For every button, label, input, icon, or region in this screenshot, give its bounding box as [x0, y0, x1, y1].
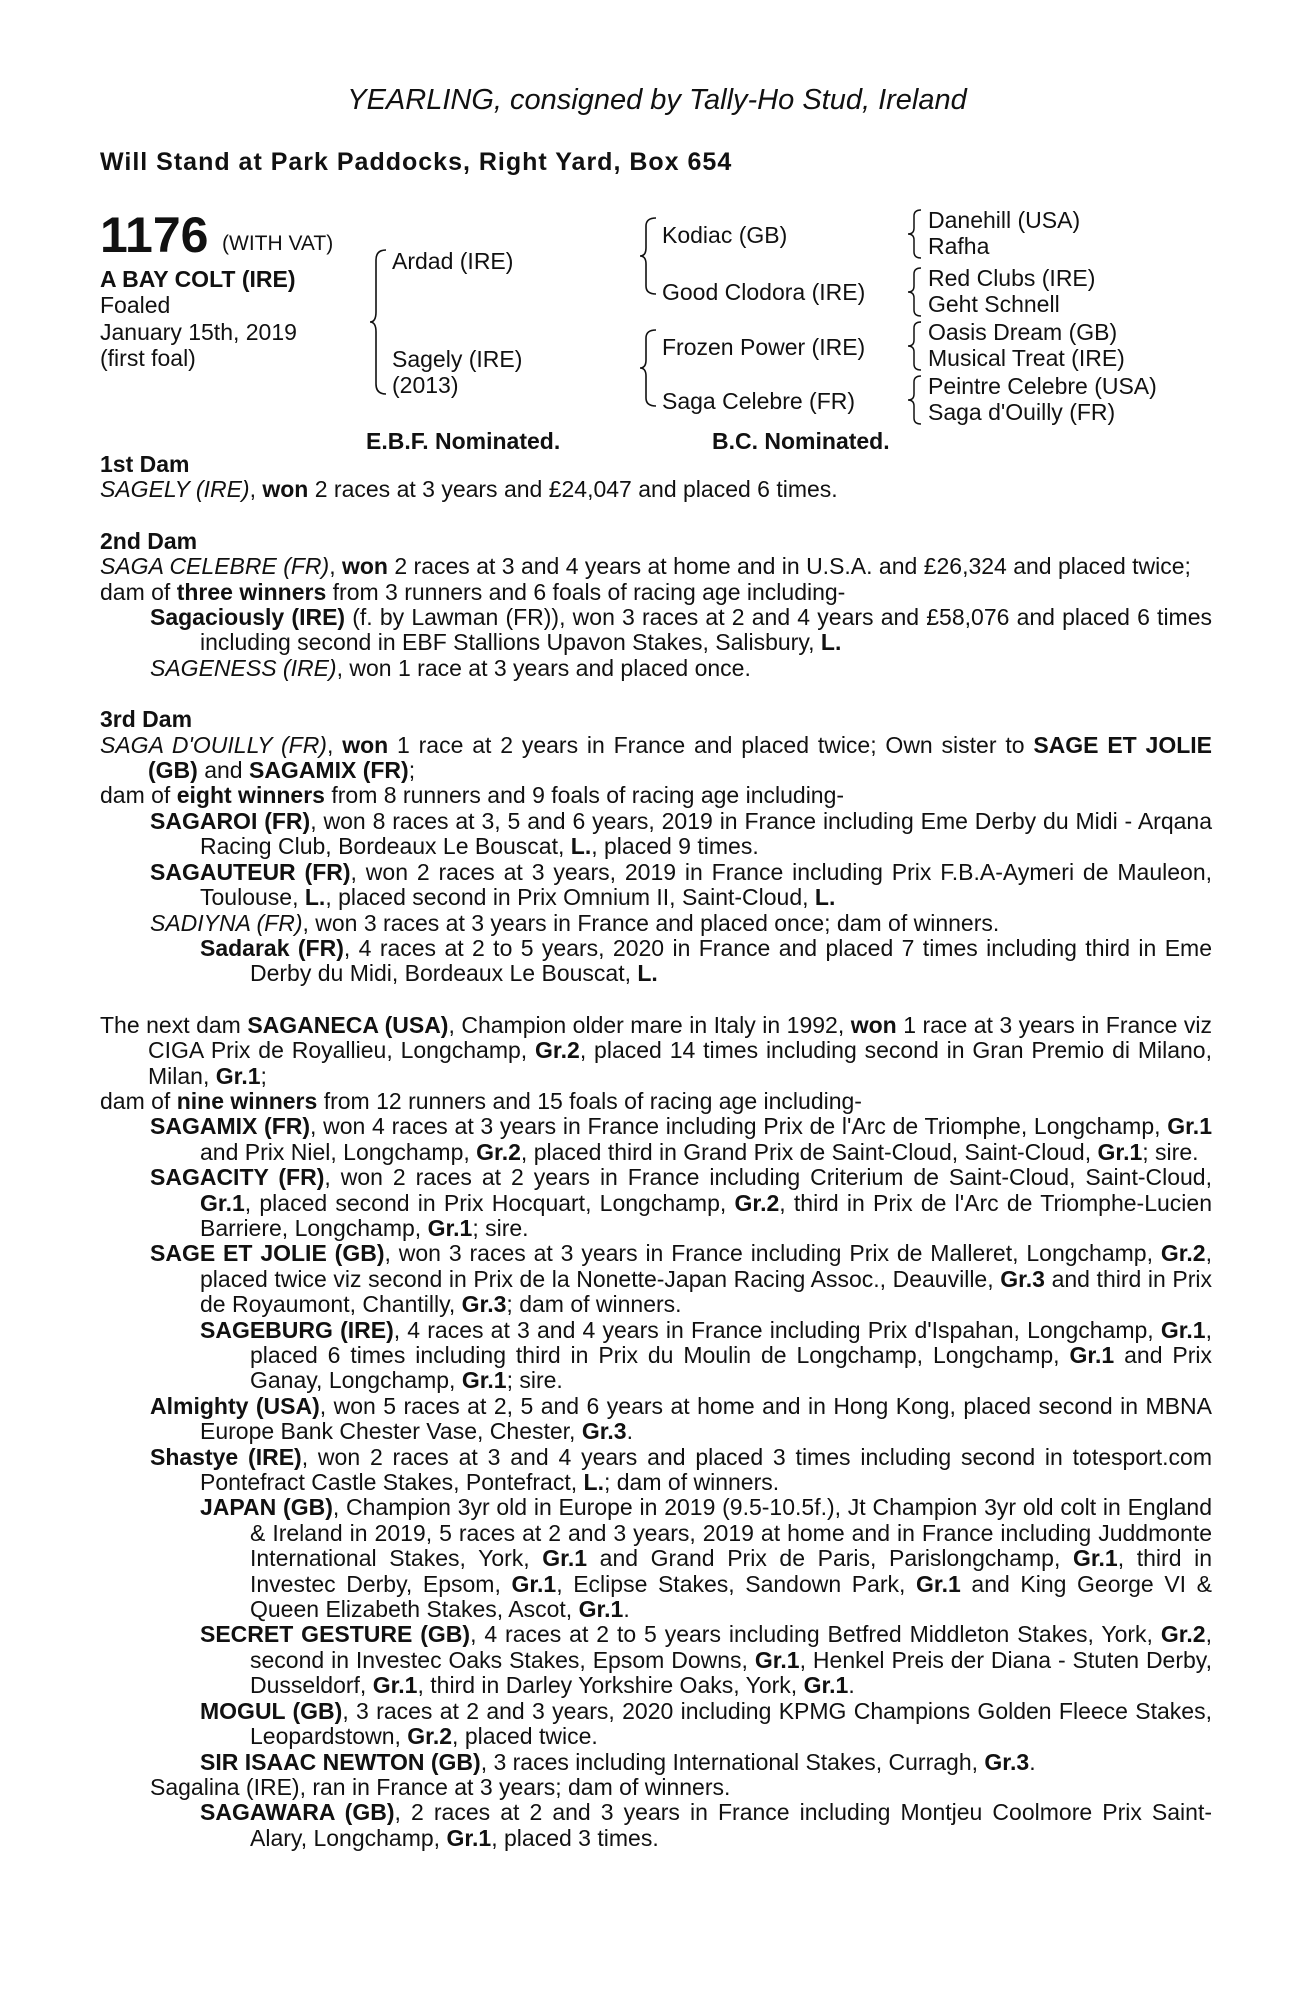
produce-sagawara: SAGAWARA (GB), 2 races at 2 and 3 years in France including Montjeu Coolmore Prix Saint-Alary, Longchamp, Gr.1, placed 3 times.: [200, 1799, 1213, 1851]
produce-sadarak: Sadarak (FR), 4 races at 2 to 5 years, 2020 in France and placed 7 times including third in Eme Derby du Midi, Bordeaux Le Bouscat, L.: [200, 934, 1213, 987]
sire-dam: Good Clodora (IRE): [662, 279, 866, 305]
produce-japan: JAPAN (GB), Champion 3yr old in Europe in 2019 (9.5-10.5f.), Jt Champion 3yr old colt in England & Ireland in 2019, 5 races at 2 and 3 years, 2019 at home and in France including Juddmonte International Stakes, York, Gr.1 and Grand Prix de Paris, Parislongchamp, Gr.1, third in Investec Derby, Epsom, Gr.1, Eclipse Stakes, Sandown Park, Gr.1 and King George VI & Queen Elizabeth Stakes, Ascot, Gr.1.: [200, 1494, 1212, 1623]
pedigree-brace-main: [370, 248, 390, 396]
g3: Red Clubs (IRE): [928, 265, 1096, 291]
horse-name: A BAY COLT (IRE): [100, 266, 296, 292]
produce-secret-gesture: SECRET GESTURE (GB), 4 races at 2 to 5 years including Betfred Middleton Stakes, York, Gr.2, second in Investec Oaks Stakes, Epsom Downs, Gr.1, Henkel Preis der Diana - Stuten Derby, Dusseldorf, Gr.1, third in Darley Yorkshire Oaks, York, Gr.1.: [200, 1621, 1212, 1699]
fourth-dam-text: The next dam SAGANECA (USA), Champion older mare in Italy in 1992, won 1 race at 3 years in France viz CIGA Prix de Royallieu, Longchamp, Gr.2, placed 14 times including second in Gran Premio di Milano, Milan, Gr.1;: [100, 1011, 1212, 1089]
pedigree-brace-sire: [640, 216, 660, 296]
dam: Sagely (IRE): [392, 346, 523, 372]
sire: Ardad (IRE): [392, 248, 514, 274]
second-dam-produce: dam of three winners from 3 runners and 6 foals of racing age including-: [100, 578, 846, 605]
produce-sagalina: Sagalina (IRE), ran in France at 3 years; dam of winners.: [150, 1773, 731, 1800]
foaled-date: January 15th, 2019: [100, 319, 297, 345]
foaled-label: Foaled: [100, 292, 171, 318]
second-dam-text: SAGA CELEBRE (FR), won 2 races at 3 and 4 years at home and in U.S.A. and £26,324 and placed twice;: [100, 553, 1191, 580]
fourth-dam-produce: dam of nine winners from 12 runners and 15 foals of racing age including-: [100, 1087, 862, 1114]
dam-sire: Frozen Power (IRE): [662, 334, 866, 360]
page-title: YEARLING, consigned by Tally-Ho Stud, Ireland: [347, 84, 967, 116]
pedigree-brace-g4: [908, 374, 924, 426]
produce-sagaroi: SAGAROI (FR), won 8 races at 3, 5 and 6 years, 2019 in France including Eme Derby du Midi - Arqana Racing Club, Bordeaux Le Bouscat, L., placed 9 times.: [150, 807, 1213, 860]
produce-sadiyna: SADIYNA (FR), won 3 races at 3 years in France and placed once; dam of winners.: [150, 909, 1000, 936]
pedigree-brace-g3: [908, 320, 924, 372]
produce-sage-et-jolie: SAGE ET JOLIE (GB), won 3 races at 3 years in France including Prix de Malleret, Longchamp, Gr.2, placed twice viz second in Prix de la Nonette-Japan Racing Assoc., Deauville, Gr.3 and third in Prix de Royaumont, Chantilly, Gr.3; dam of winners.: [150, 1240, 1212, 1318]
foal-note: (first foal): [100, 345, 196, 371]
dam-year: (2013): [392, 372, 459, 398]
pedigree-brace-dam: [640, 328, 660, 408]
produce-sageburg: SAGEBURG (IRE), 4 races at 3 and 4 years in France including Prix d'Ispahan, Longchamp, Gr.1, placed 6 times including third in Prix du Moulin de Longchamp, Longchamp, Gr.1 and Prix Ganay, Longchamp, Gr.1; sire.: [200, 1316, 1213, 1394]
produce-mogul: MOGUL (GB), 3 races at 2 and 3 years, 2020 including KPMG Champions Golden Fleece Stakes, Leopardstown, Gr.2, placed twice.: [200, 1697, 1212, 1750]
g4: Geht Schnell: [928, 291, 1060, 317]
produce-sageness: SAGENESS (IRE), won 1 race at 3 years and placed once.: [150, 654, 751, 681]
g1: Danehill (USA): [928, 207, 1081, 233]
second-dam-header: 2nd Dam: [100, 527, 198, 554]
produce-shastye: Shastye (IRE), won 2 races at 3 and 4 years and placed 3 times including second in totesport.com Pontefract Castle Stakes, Pontefract, L.; dam of winners.: [150, 1443, 1212, 1496]
vat-note: (WITH VAT): [222, 232, 334, 255]
produce-sir-isaac-newton: SIR ISAAC NEWTON (GB), 3 races including International Stakes, Curragh, Gr.3.: [200, 1748, 1036, 1775]
produce-almighty: Almighty (USA), won 5 races at 2, 5 and 6 years at home and in Hong Kong, placed second in MBNA Europe Bank Chester Vase, Chester, Gr.3.: [150, 1392, 1212, 1445]
g5: Oasis Dream (GB): [928, 319, 1118, 345]
bc-nominated: B.C. Nominated.: [712, 428, 890, 454]
first-dam-header: 1st Dam: [100, 451, 190, 477]
stand-location: Will Stand at Park Paddocks, Right Yard, Box 654: [100, 148, 733, 176]
g6: Musical Treat (IRE): [928, 345, 1125, 371]
catalogue-body: [100, 452, 1212, 1851]
pedigree-brace-g1: [908, 208, 924, 260]
first-dam-text: SAGELY (IRE), won 2 races at 3 years and £24,047 and placed 6 times.: [100, 476, 838, 503]
produce-sagaciously: Sagaciously (IRE) (f. by Lawman (FR)), won 3 races at 2 and 4 years and £58,076 and placed 6 times including second in EBF Stallions Upavon Stakes, Salisbury, L.: [150, 604, 1213, 656]
third-dam-produce: dam of eight winners from 8 runners and 9 foals of racing age including-: [100, 782, 845, 809]
produce-sagacity: SAGACITY (FR), won 2 races at 2 years in France including Criterium de Saint-Cloud, Saint-Cloud, Gr.1, placed second in Prix Hocquart, Longchamp, Gr.2, third in Prix de l'Arc de Triomphe-Lucien Barriere, Longchamp, Gr.1; sire.: [150, 1164, 1212, 1241]
produce-sagauteur: SAGAUTEUR (FR), won 2 races at 3 years, 2019 in France including Prix F.B.A-Aymeri de Mauleon, Toulouse, L., placed second in Prix Omnium II, Saint-Cloud, L.: [150, 858, 1212, 911]
g7: Peintre Celebre (USA): [928, 373, 1157, 399]
sire-sire: Kodiac (GB): [662, 222, 788, 248]
third-dam-header: 3rd Dam: [100, 706, 193, 733]
lot-number: 1176: [100, 207, 209, 263]
ebf-nominated: E.B.F. Nominated.: [366, 428, 561, 454]
third-dam-text: SAGA D'OUILLY (FR), won 1 race at 2 years in France and placed twice; Own sister to SAGE ET JOLIE (GB) and SAGAMIX (FR);: [100, 731, 1213, 784]
g2: Rafha: [928, 233, 990, 259]
pedigree-brace-g2: [908, 266, 924, 318]
dam-dam: Saga Celebre (FR): [662, 388, 856, 414]
g8: Saga d'Ouilly (FR): [928, 399, 1116, 425]
produce-sagamix: SAGAMIX (FR), won 4 races at 3 years in France including Prix de l'Arc de Triomphe, Longchamp, Gr.1 and Prix Niel, Longchamp, Gr.2, placed third in Grand Prix de Saint-Cloud, Saint-Cloud, Gr.1; sire.: [150, 1113, 1212, 1165]
